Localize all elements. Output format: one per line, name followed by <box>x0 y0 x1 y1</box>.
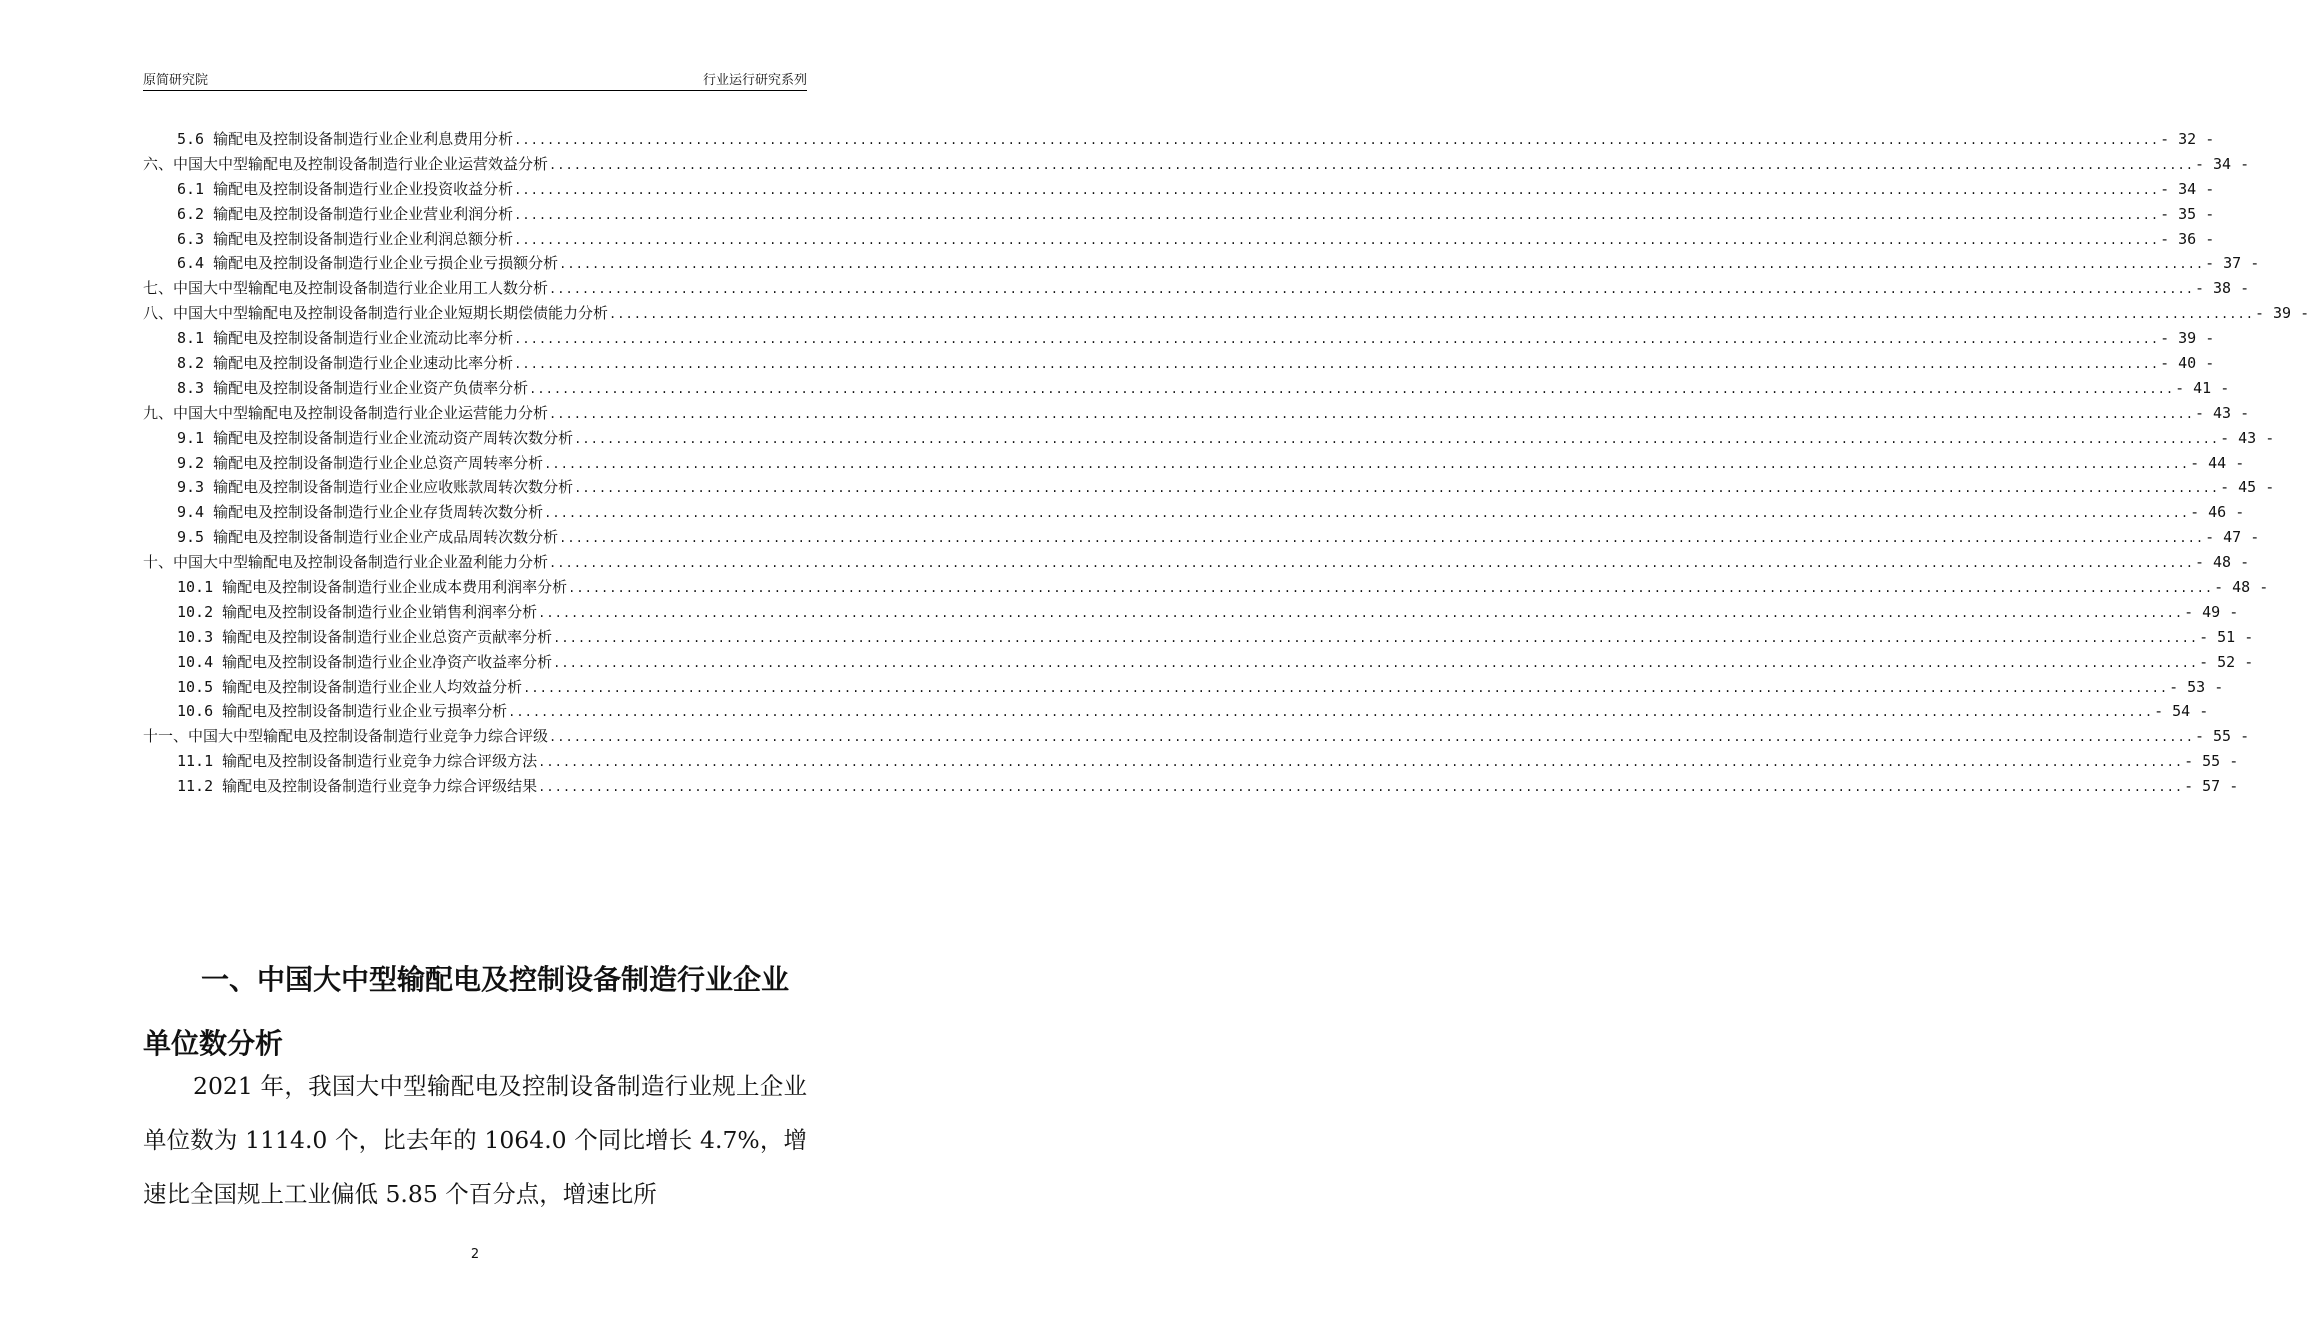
toc-entry[interactable] <box>143 178 2215 203</box>
toc-entry-page: - 40 - <box>2160 354 2215 373</box>
toc-entry[interactable] <box>143 775 2239 800</box>
toc-entry[interactable] <box>143 228 2215 253</box>
toc-entry-title: 10.4 输配电及控制设备制造行业企业净资产收益率分析 <box>177 652 553 671</box>
toc-entry[interactable] <box>143 476 2275 501</box>
toc-entry[interactable] <box>143 651 2254 676</box>
toc-entry-page: - 48 - <box>2214 578 2269 597</box>
toc-dot-leader: ........................................................................................................................................................................................................ <box>514 207 2160 222</box>
page-header <box>143 66 807 91</box>
toc-entry-title: 8.3 输配电及控制设备制造行业企业资产负债率分析 <box>177 378 529 397</box>
toc-entry-title: 6.3 输配电及控制设备制造行业企业利润总额分析 <box>177 229 514 248</box>
toc-dot-leader: ........................................................................................................................................................................................................ <box>559 257 2205 272</box>
toc-dot-leader: ........................................................................................................................................................................................................ <box>514 232 2160 247</box>
toc-entry-page: - 39 - <box>2254 304 2309 323</box>
toc-entry-page: - 41 - <box>2175 378 2230 397</box>
toc-entry[interactable] <box>143 576 2269 601</box>
toc-dot-leader: ........................................................................................................................................................................................................ <box>549 406 2194 421</box>
toc-dot-leader: ........................................................................................................................................................................................................ <box>538 780 2184 795</box>
toc-dot-leader: ........................................................................................................................................................................................................ <box>529 381 2175 396</box>
toc-entry[interactable] <box>143 501 2245 526</box>
toc-entry-title: 10.1 输配电及控制设备制造行业企业成本费用利润率分析 <box>177 578 568 597</box>
toc-entry-title: 七、中国大中型输配电及控制设备制造行业企业用工人数分析 <box>143 279 549 298</box>
toc-entry-page: - 39 - <box>2160 329 2215 348</box>
toc-entry-page: - 32 - <box>2160 130 2215 148</box>
toc-entry-page: - 37 - <box>2205 254 2260 273</box>
toc-entry[interactable] <box>143 402 2250 427</box>
header-publisher: 原简研究院 <box>143 73 209 88</box>
toc-dot-leader: ........................................................................................................................................................................................................ <box>514 357 2160 372</box>
toc-entry-title: 11.2 输配电及控制设备制造行业竞争力综合评级结果 <box>177 777 538 796</box>
toc-dot-leader: ........................................................................................................................................................................................................ <box>549 157 2194 172</box>
toc-entry[interactable] <box>143 153 2250 178</box>
toc-entry-page: - 44 - <box>2190 453 2245 472</box>
toc-entry[interactable] <box>143 352 2215 377</box>
toc-entry-title: 9.1 输配电及控制设备制造行业企业流动资产周转次数分析 <box>177 428 574 447</box>
toc-entry-page: - 52 - <box>2199 652 2254 671</box>
toc-entry[interactable] <box>143 551 2250 576</box>
toc-entry-page: - 34 - <box>2160 179 2215 198</box>
toc-dot-leader: ........................................................................................................................................................................................................ <box>553 630 2199 645</box>
toc-entry-title: 6.1 输配电及控制设备制造行业企业投资收益分析 <box>177 179 514 198</box>
toc-entry-page: - 49 - <box>2184 602 2239 621</box>
toc-entry-title: 9.4 输配电及控制设备制造行业企业存货周转次数分析 <box>177 503 544 522</box>
toc-entry-title: 9.5 输配电及控制设备制造行业企业产成品周转次数分析 <box>177 528 559 547</box>
toc-entry-page: - 45 - <box>2220 478 2275 497</box>
toc-dot-leader: ........................................................................................................................................................................................................ <box>538 755 2184 770</box>
toc-entry-page: - 46 - <box>2190 503 2245 522</box>
toc-dot-leader: ........................................................................................................................................................................................................ <box>574 481 2220 496</box>
toc-entry[interactable] <box>143 252 2260 277</box>
toc-entry-title: 11.1 输配电及控制设备制造行业竞争力综合评级方法 <box>177 752 538 771</box>
toc-entry-title: 6.4 输配电及控制设备制造行业企业亏损企业亏损额分析 <box>177 254 559 273</box>
toc-entry-page: - 54 - <box>2154 702 2209 721</box>
toc-entry[interactable] <box>143 327 2215 352</box>
toc-entry-page: - 38 - <box>2194 279 2250 298</box>
toc-dot-leader: ........................................................................................................................................................................................................ <box>514 133 2160 147</box>
toc-entry-page: - 53 - <box>2169 677 2224 696</box>
toc-entry-title: 9.3 输配电及控制设备制造行业企业应收账款周转次数分析 <box>177 478 574 497</box>
toc-dot-leader: ........................................................................................................................................................................................................ <box>544 456 2190 471</box>
toc-entry[interactable] <box>143 377 2230 402</box>
toc-entry-title: 8.1 输配电及控制设备制造行业企业流动比率分析 <box>177 329 514 348</box>
toc-entry[interactable] <box>143 700 2209 725</box>
header-series: 行业运行研究系列 <box>702 73 807 88</box>
toc-entry-page: - 55 - <box>2194 727 2250 746</box>
toc-entry-title: 六、中国大中型输配电及控制设备制造行业企业运营效益分析 <box>143 154 549 173</box>
toc-entry-page: - 55 - <box>2184 752 2239 771</box>
toc-entry-page: - 43 - <box>2194 403 2250 422</box>
toc-entry-title: 九、中国大中型输配电及控制设备制造行业企业运营能力分析 <box>143 403 549 422</box>
toc-entry-title: 6.2 输配电及控制设备制造行业企业营业利润分析 <box>177 204 514 223</box>
toc-entry-page: - 34 - <box>2194 154 2250 173</box>
toc-entry[interactable] <box>143 302 2309 327</box>
toc-dot-leader: ........................................................................................................................................................................................................ <box>574 431 2220 446</box>
toc-entry-title: 10.3 输配电及控制设备制造行业企业总资产贡献率分析 <box>177 627 553 646</box>
toc-dot-leader: ........................................................................................................................................................................................................ <box>609 307 2254 322</box>
table-of-contents <box>143 128 2309 800</box>
toc-entry[interactable] <box>143 277 2250 302</box>
toc-entry[interactable] <box>143 676 2224 701</box>
toc-entry[interactable] <box>143 452 2245 477</box>
toc-entry-page: - 43 - <box>2220 428 2275 447</box>
toc-dot-leader: ........................................................................................................................................................................................................ <box>523 680 2169 695</box>
toc-entry-page: - 51 - <box>2199 627 2254 646</box>
toc-entry-page: - 35 - <box>2160 204 2215 223</box>
toc-entry-title: 10.6 输配电及控制设备制造行业企业亏损率分析 <box>177 702 508 721</box>
toc-entry-title: 9.2 输配电及控制设备制造行业企业总资产周转率分析 <box>177 453 544 472</box>
toc-entry-title: 十一、中国大中型输配电及控制设备制造行业竞争力综合评级 <box>143 727 549 746</box>
toc-dot-leader: ........................................................................................................................................................................................................ <box>514 332 2160 347</box>
page-number: 2 <box>470 1247 480 1262</box>
toc-entry[interactable] <box>143 750 2239 775</box>
body-paragraph: 2021 年，我国大中型输配电及控制设备制造行业规上企业单位数为 1114.0 个，比去年的 1064.0 个同比增长 4.7%，增速比全国规上工业偏低 5.85 个百分点，增速比所 <box>143 1072 807 1208</box>
toc-entry[interactable] <box>143 626 2254 651</box>
toc-entry[interactable] <box>143 203 2215 228</box>
toc-entry-title: 5.6 输配电及控制设备制造行业企业利息费用分析 <box>177 130 514 148</box>
toc-entry-title: 10.2 输配电及控制设备制造行业企业销售利润率分析 <box>177 602 538 621</box>
toc-dot-leader: ........................................................................................................................................................................................................ <box>508 705 2154 720</box>
toc-entry-page: - 48 - <box>2194 553 2250 572</box>
section-heading: 一、中国大中型输配电及控制设备制造行业企业单位数分析 <box>143 963 790 1060</box>
toc-dot-leader: ........................................................................................................................................................................................................ <box>549 730 2194 745</box>
toc-entry[interactable] <box>143 128 2215 153</box>
toc-entry-page: - 36 - <box>2160 229 2215 248</box>
toc-entry-title: 10.5 输配电及控制设备制造行业企业人均效益分析 <box>177 677 523 696</box>
toc-dot-leader: ........................................................................................................................................................................................................ <box>549 282 2194 297</box>
toc-dot-leader: ........................................................................................................................................................................................................ <box>559 531 2205 546</box>
toc-dot-leader: ........................................................................................................................................................................................................ <box>514 182 2160 197</box>
toc-dot-leader: ........................................................................................................................................................................................................ <box>549 556 2194 571</box>
toc-entry[interactable] <box>143 427 2275 452</box>
toc-entry-title: 十、中国大中型输配电及控制设备制造行业企业盈利能力分析 <box>143 553 549 572</box>
toc-entry[interactable] <box>143 725 2250 750</box>
toc-dot-leader: ........................................................................................................................................................................................................ <box>568 581 2214 596</box>
toc-entry-title: 八、中国大中型输配电及控制设备制造行业企业短期长期偿债能力分析 <box>143 304 609 323</box>
toc-entry[interactable] <box>143 526 2260 551</box>
toc-dot-leader: ........................................................................................................................................................................................................ <box>544 506 2190 521</box>
toc-entry[interactable] <box>143 601 2239 626</box>
toc-entry-title: 8.2 输配电及控制设备制造行业企业速动比率分析 <box>177 354 514 373</box>
toc-dot-leader: ........................................................................................................................................................................................................ <box>553 655 2199 670</box>
toc-entry-page: - 47 - <box>2205 528 2260 547</box>
toc-entry-page: - 57 - <box>2184 777 2239 796</box>
toc-dot-leader: ........................................................................................................................................................................................................ <box>538 605 2184 620</box>
